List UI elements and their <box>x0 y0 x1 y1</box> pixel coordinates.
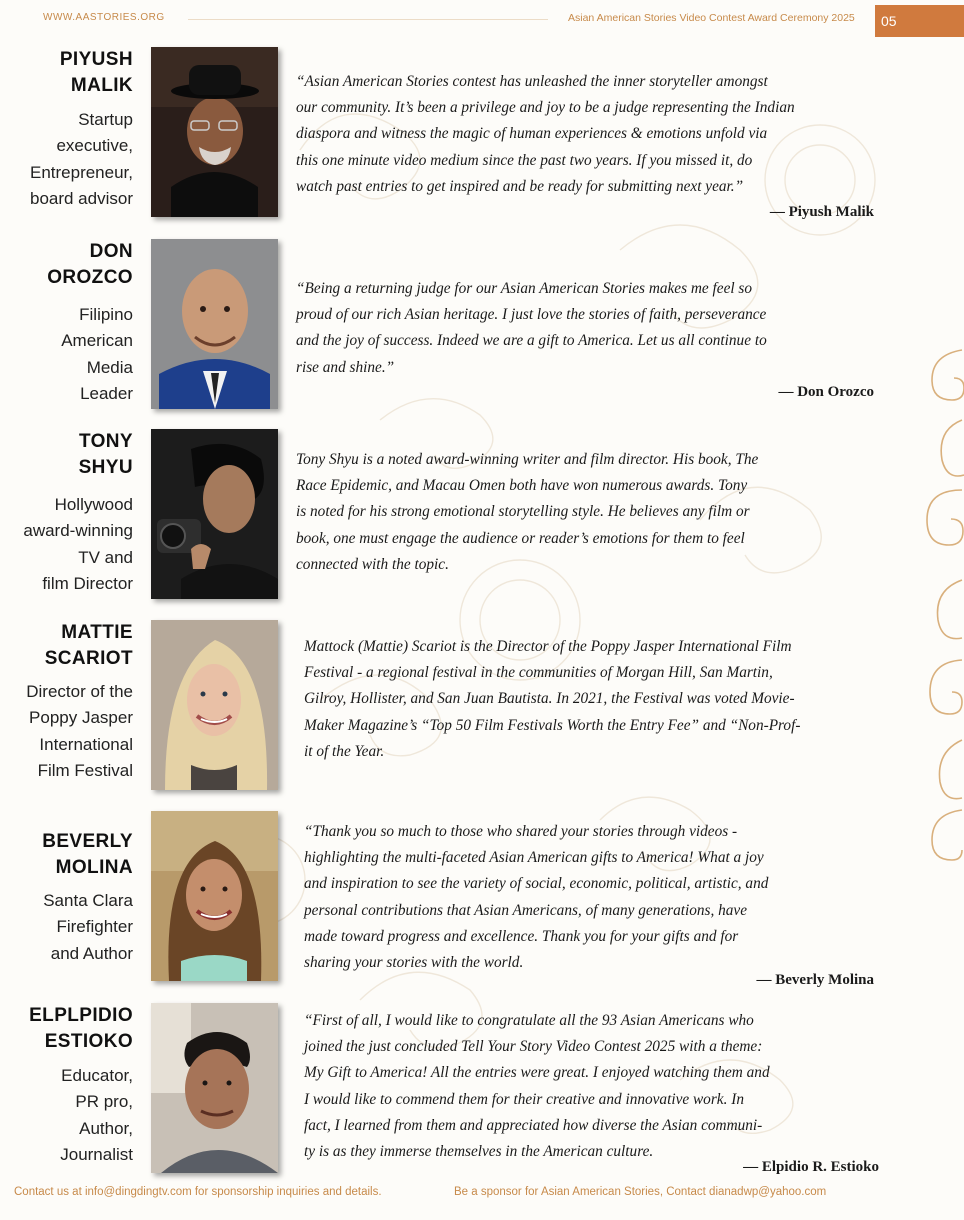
portrait-man-blue-suit-icon <box>151 239 278 409</box>
ornament-border <box>918 340 964 880</box>
judge-quote: “Being a returning judge for our Asian American Stories makes me feel so proud of our rich Asian heritage. I just love the stories of faith, perseverance and the joy of success. Indeed we are a gift to America. Let us all continue to rise and shine.” <box>296 280 767 376</box>
judge-quote: “First of all, I would like to congratulate all the 93 Asian Americans who joined the just concluded Tell Your Story Video Contest 2025 with a theme: My Gift to America! All the entries were great. I enjoyed watching them and I would like to commend them for their creative and innovative work. In fact, I learned from them and appreciated how diverse the Asian communi- ty is as they immerse themselves in the American culture. <box>304 1012 770 1161</box>
header-divider <box>188 19 548 20</box>
judge-photo <box>151 239 278 409</box>
site-url[interactable]: WWW.AASTORIES.ORG <box>43 12 165 23</box>
judge-name: MATTIE SCARIOT <box>44 622 133 669</box>
page-number-tab <box>875 5 964 37</box>
judge-photo <box>151 620 278 790</box>
portrait-woman-outdoors-icon <box>151 811 278 981</box>
judge-name: PIYUSH MALIK <box>59 49 133 96</box>
judge-attribution: — Piyush Malik <box>769 204 874 220</box>
judge-quote: “Thank you so much to those who shared your stories through videos - highlighting the multi-faceted Asian American gifts to America! What a joy and inspiration to see the variety of social, economic, political, artistic, and personal contributions that Asian Americans, of many generations, have made toward progress and excellence. Thank you for your gifts and for sharing your stories with the world. <box>304 823 769 972</box>
judge-name: TONY SHYU <box>78 431 133 478</box>
judge-photo <box>151 47 278 217</box>
judge-quote: “Asian American Stories contest has unleashed the inner storyteller amongst our community. It’s been a privilege and joy to be a judge representing the Indian diaspora and witness the magic of human experiences & emotions unfold via this one minute video medium since the past two years. If you missed it, do watch past entries to get inspired and be ready for submitting next year.” <box>296 73 795 195</box>
page-number: 05 <box>881 13 897 29</box>
judge-role: Filipino American Media Leader <box>61 305 133 403</box>
page-footer <box>0 1186 964 1206</box>
judge-photo <box>151 1003 278 1173</box>
judge-role: Startup executive, Entrepreneur, board advisor <box>29 110 133 208</box>
judge-attribution: — Don Orozco <box>778 384 874 400</box>
judge-name: DON OROZCO <box>47 241 133 288</box>
portrait-woman-blonde-icon <box>151 620 278 790</box>
portrait-man-with-camera-icon <box>151 429 278 599</box>
judge-role: Educator, PR pro, Author, Journalist <box>60 1066 133 1164</box>
event-title: Asian American Stories Video Contest Award Ceremony 2025 <box>568 12 855 24</box>
judge-name: BEVERLY MOLINA <box>42 831 133 878</box>
judge-quote: Tony Shyu is a noted award-winning writer and film director. His book, The Race Epidemic, and Macau Omen both have won numerous awards. Tony is noted for his strong emotional storytelling style. He believes any film or book, one must engage the audience or reader’s emotions for them to feel connected with the topic. <box>296 451 759 573</box>
judge-quote: Mattock (Mattie) Scariot is the Director of the Poppy Jasper International Film Festival - a regional festival in the communities of Morgan Hill, San Martin, Gilroy, Hollister, and San Juan Bautista. In 2021, the Festival was voted Movie- Maker Magazine’s “Top 50 Film Festivals Worth the Entry Fee” and “Non-Prof- it of the Year. <box>304 638 801 760</box>
judge-photo <box>151 429 278 599</box>
judge-attribution: — Beverly Molina <box>756 972 874 988</box>
page-header <box>0 0 964 38</box>
judge-attribution: — Elpidio R. Estioko <box>743 1159 879 1175</box>
judge-photo <box>151 811 278 981</box>
footer-contact-right[interactable]: Be a sponsor for Asian American Stories, Contact dianadwp@yahoo.com <box>454 1186 827 1198</box>
judge-role: Santa Clara Firefighter and Author <box>43 891 133 963</box>
judge-name: ELPLPIDIO ESTIOKO <box>29 1005 133 1052</box>
portrait-man-black-hat-icon <box>151 47 278 217</box>
judge-role: Director of the Poppy Jasper International Film Festival <box>26 682 133 780</box>
footer-contact-left[interactable]: Contact us at info@dingdingtv.com for sponsorship inquiries and details. <box>14 1186 382 1198</box>
judge-role: Hollywood award-winning TV and film Director <box>23 495 133 593</box>
portrait-man-selfie-icon <box>151 1003 278 1173</box>
